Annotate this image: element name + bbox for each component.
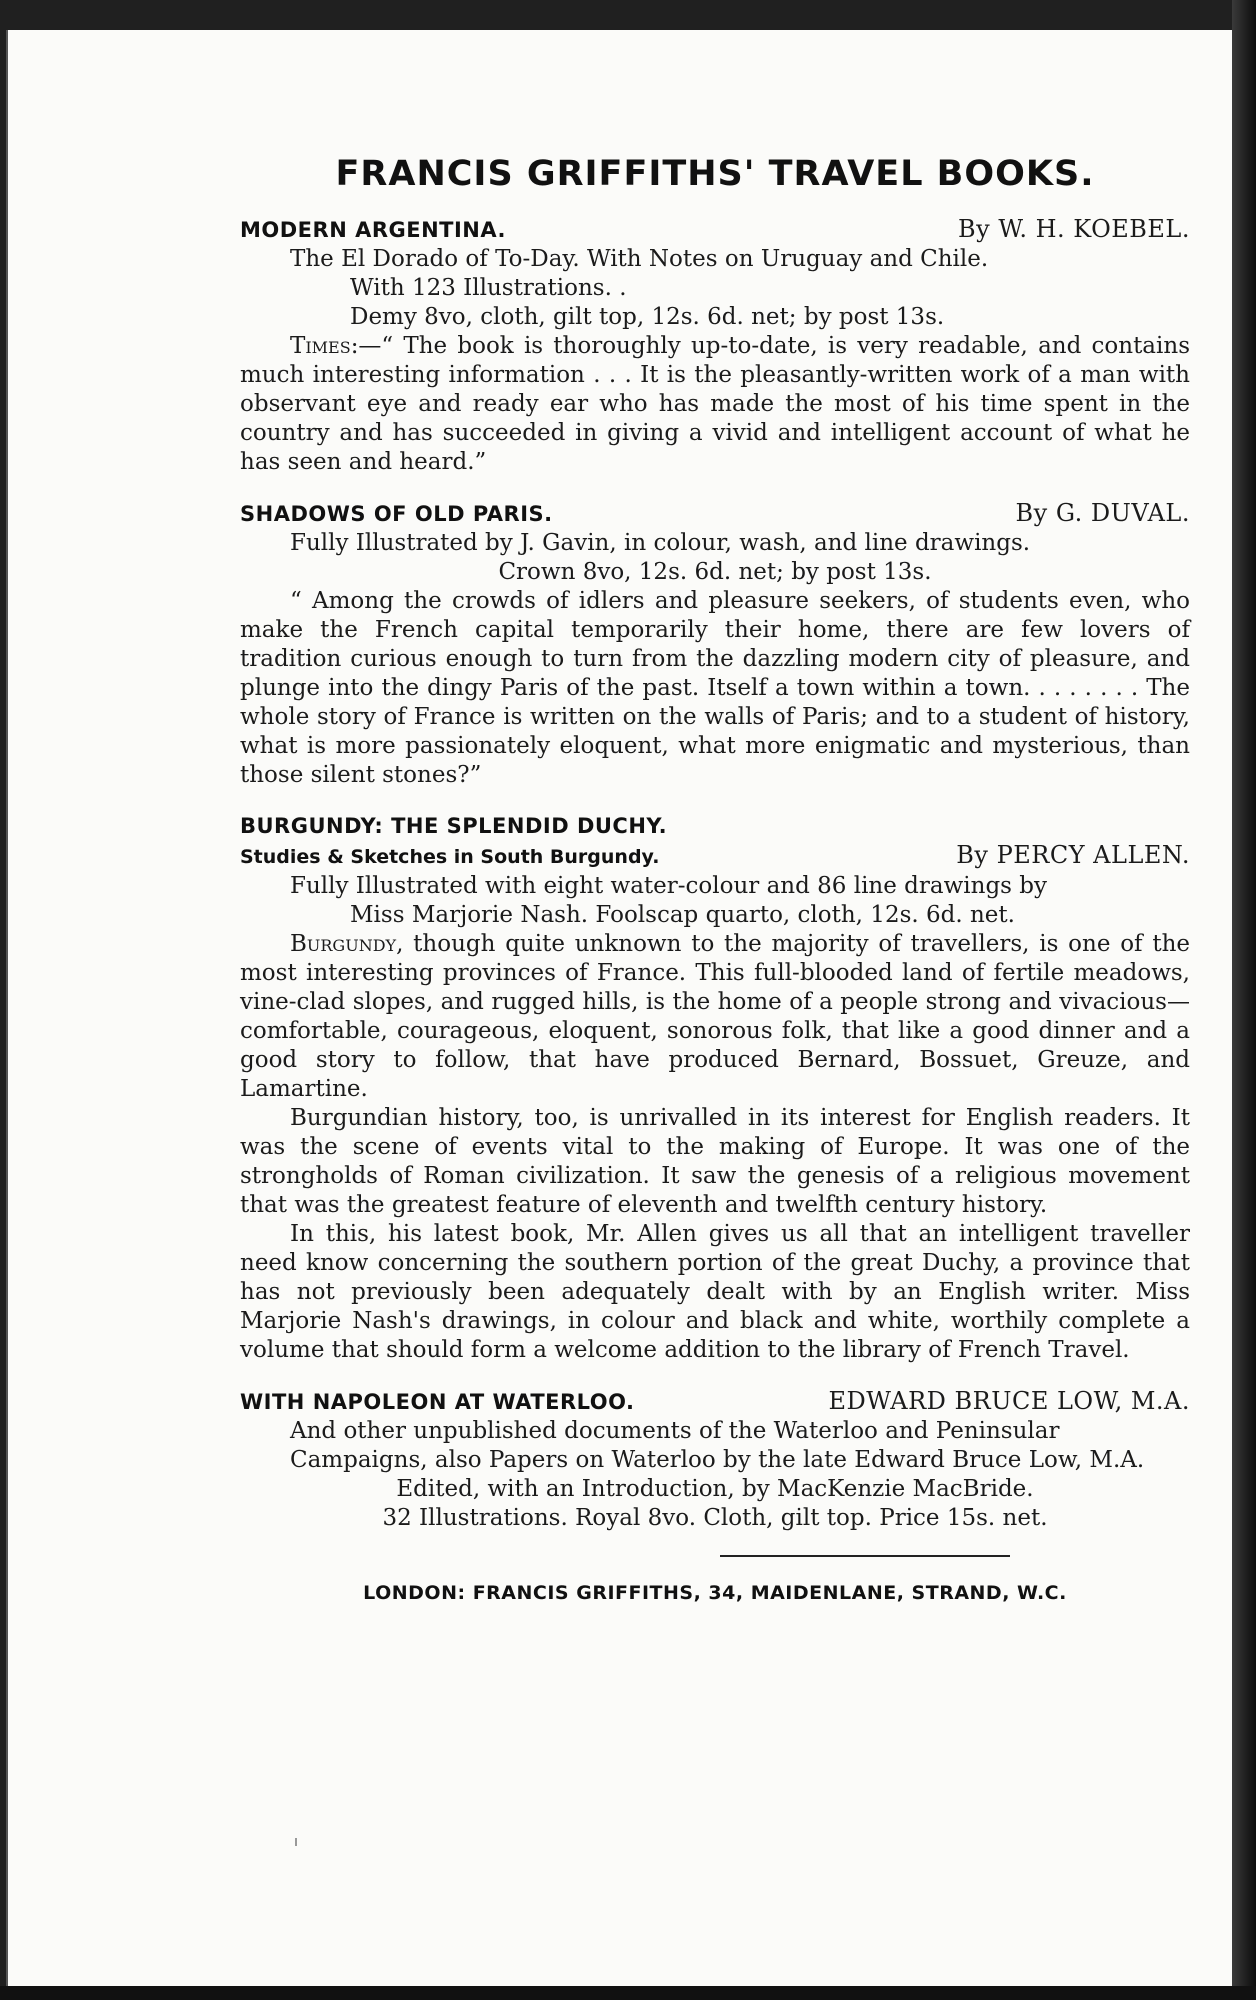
book-entry-modern-argentina xyxy=(240,215,1190,477)
book-illustrations: With 123 Illustrations. . xyxy=(350,275,627,301)
book-description: Fully Illustrated by J. Gavin, in colour, wash, and line drawings. xyxy=(290,530,1031,556)
book-subtitle: Studies & Sketches in South Burgundy. xyxy=(240,846,660,868)
book-entry-shadows-of-old-paris xyxy=(240,499,1190,790)
book-editor: Edited, with an Introduction, by MacKenzie MacBride. xyxy=(396,1476,1034,1502)
paragraph-text: , though quite unknown to the majority of travellers, is one of the most interesting provinces of France. This full-blooded land of fertile meadows, vine-clad slopes, and rugged hills, is the home of a people strong and vivacious—comfortable, courageous, eloquent, sonorous folk, that like a good dinner and a good story to follow, that have produced Bernard, Bossuet, Greuze, and Lamartine. xyxy=(240,931,1190,1102)
book-price: Demy 8vo, cloth, gilt top, 12s. 6d. net; by post 13s. xyxy=(350,304,945,330)
review-text xyxy=(240,332,1190,477)
book-author: By PERCY ALLEN. xyxy=(956,841,1190,869)
entry-header xyxy=(240,841,1190,872)
book-author: By W. H. KOEBEL. xyxy=(958,215,1190,243)
book-author: EDWARD BRUCE LOW, M.A. xyxy=(828,1387,1190,1415)
page-title: FRANCIS GRIFFITHS' TRAVEL BOOKS. xyxy=(335,154,1095,194)
book-author: By G. DUVAL. xyxy=(1015,499,1190,527)
lead-word: Burgundy xyxy=(290,931,397,957)
review-quote: “ Among the crowds of idlers and pleasure seekers, of students even, who make the French capital temporarily their home, there are few lovers of tradition curious enough to turn from the dazzling modern city of pleasure, and plunge into the dingy Paris of the past. Itself a town within a town. . . . . . . . The whole story of France is written on the walls of Paris; and to a student of history, what is more passionately eloquent, what more enigmatic and mysterious, than those silent stones?” xyxy=(240,588,1190,788)
review-quote: :—“ The book is thoroughly up-to-date, is very readable, and contains much interesting information . . . It is the pleasantly-written work of a man with observant eye and ready ear who has made the most of his time spent in the country and has succeeded in giving a vivid and intelligent account of what he has seen and heard.” xyxy=(240,333,1190,475)
review-source: Times xyxy=(290,333,351,359)
page-speck xyxy=(295,1838,297,1846)
book-price: Crown 8vo, 12s. 6d. net; by post 13s. xyxy=(498,559,932,585)
description-paragraph: Burgundian history, too, is unrivalled in its interest for English readers. It was the scene of events vital to the making of Europe. It was one of the strongholds of Roman civilization. It saw the genesis of a religious movement that was the greatest feature of eleventh and twelfth century history. xyxy=(240,1105,1190,1218)
entry-header xyxy=(240,499,1190,529)
page-bottom-edge xyxy=(0,1986,1256,2000)
book-title: BURGUNDY: THE SPLENDID DUCHY. xyxy=(240,814,668,838)
book-entry-burgundy xyxy=(240,812,1190,1365)
publisher-imprint: LONDON: FRANCIS GRIFFITHS, 34, MAIDENLANE, STRAND, W.C. xyxy=(363,1582,1067,1604)
book-price: 32 Illustrations. Royal 8vo. Cloth, gilt top. Price 15s. net. xyxy=(382,1505,1048,1531)
advertisement-content xyxy=(240,154,1190,1608)
book-title: WITH NAPOLEON AT WATERLOO. xyxy=(240,1390,635,1414)
book-title: SHADOWS OF OLD PARIS. xyxy=(240,502,553,526)
book-title: MODERN ARGENTINA. xyxy=(240,218,506,242)
divider-rule xyxy=(720,1555,1010,1557)
book-description: Fully Illustrated with eight water-colour and 86 line drawings by xyxy=(290,873,1048,899)
book-edge xyxy=(1232,0,1256,2000)
book-entry-napoleon-at-waterloo xyxy=(240,1387,1190,1533)
description-paragraph xyxy=(240,930,1190,1104)
book-price: Miss Marjorie Nash. Foolscap quarto, cloth, 12s. 6d. net. xyxy=(350,902,1015,928)
entry-header xyxy=(240,1387,1190,1417)
book-description: The El Dorado of To-Day. With Notes on Uruguay and Chile. xyxy=(290,246,989,272)
entry-header xyxy=(240,215,1190,245)
description-paragraph: In this, his latest book, Mr. Allen gives us all that an intelligent traveller need know concerning the southern portion of the great Duchy, a province that has not previously been adequately dealt with by an English writer. Miss Marjorie Nash's drawings, in colour and black and white, worthily complete a volume that should form a welcome addition to the library of French Travel. xyxy=(240,1221,1190,1363)
book-description: And other unpublished documents of the Waterloo and Peninsular Campaigns, also Papers on Waterloo by the late Edward Bruce Low, M.A. xyxy=(290,1418,1145,1473)
